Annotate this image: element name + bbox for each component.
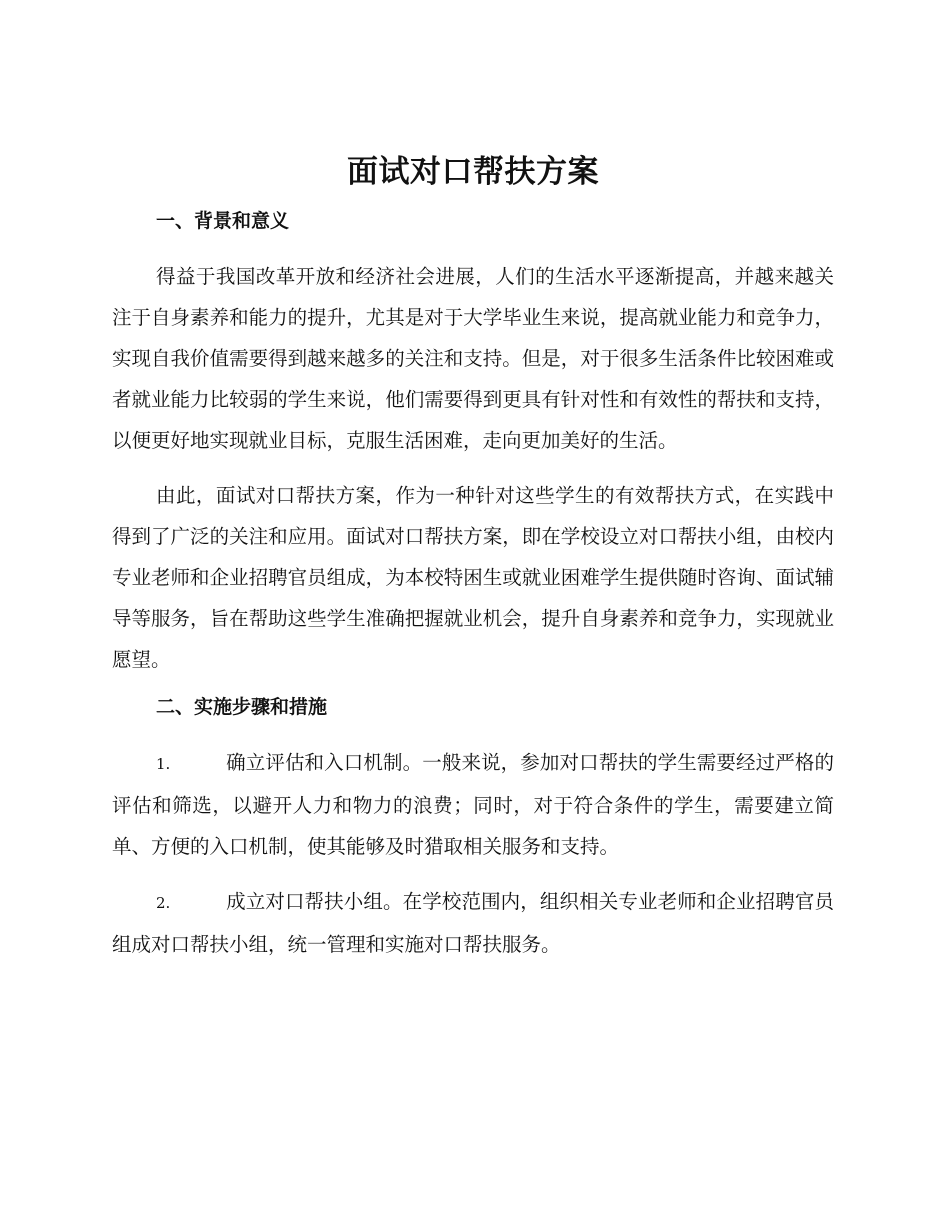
- numbered-item-2: [112, 881, 834, 965]
- item-text: 成立对口帮扶小组。在学校范围内，组织相关专业老师和企业招聘官员组成对口帮扶小组，统一管理和实施对口帮扶服务。: [112, 890, 834, 956]
- section-heading-background: 一、背景和意义: [156, 210, 290, 232]
- paragraph-background-2: 由此，面试对口帮扶方案，作为一种针对这些学生的有效帮扶方式，在实践中得到了广泛的关注和应用。面试对口帮扶方案，即在学校设立对口帮扶小组，由校内专业老师和企业招聘官员组成，为本校特困生或就业困难学生提供随时咨询、面试辅导等服务，旨在帮助这些学生准确把握就业机会，提升自身素养和竞争力，实现就业愿望。: [112, 484, 834, 671]
- document-body: [112, 148, 834, 979]
- section-heading-implementation: 二、实施步骤和措施: [156, 696, 328, 718]
- item-number: 2.: [156, 894, 171, 912]
- paragraph-background-1: 得益于我国改革开放和经济社会进展，人们的生活水平逐渐提高，并越来越关注于自身素养和能力的提升，尤其是对于大学毕业生来说，提高就业能力和竞争力，实现自我价值需要得到越来越多的关注和支持。但是，对于很多生活条件比较困难或者就业能力比较弱的学生来说，他们需要得到更具有针对性和有效性的帮扶和支持，以便更好地实现就业目标，克服生活困难，走向更加美好的生活。: [112, 265, 834, 452]
- item-number: 1.: [156, 755, 171, 773]
- numbered-item-1: [112, 742, 834, 867]
- item-text: 确立评估和入口机制。一般来说，参加对口帮扶的学生需要经过严格的评估和筛选，以避开人力和物力的浪费；同时，对于符合条件的学生，需要建立简单、方便的入口机制，使其能够及时猎取相关服务和支持。: [112, 751, 834, 858]
- document-title: 面试对口帮扶方案: [347, 154, 599, 190]
